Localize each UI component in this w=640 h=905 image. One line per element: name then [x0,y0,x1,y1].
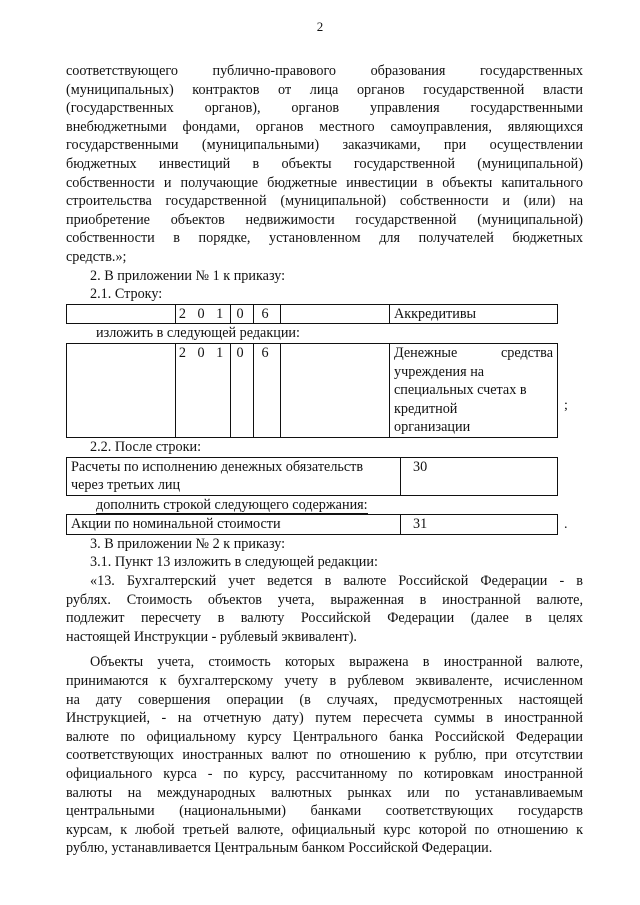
code-cell: 6 [254,304,281,324]
label-line: специальных счетах в [394,382,527,399]
label-cell: Акции по номинальной стоимости [67,515,401,535]
intro-line: средств.»; [66,248,127,265]
paragraph-line: валюте по официальному курсу Центрального банка Российской Федерации [66,728,583,745]
paragraph-line: настоящей Инструкции - рублевый эквивалент). [66,628,357,645]
code-cell: 2 0 1 [176,304,231,324]
label-line: Денежные средства [394,344,553,361]
item-2-2-heading: 2.2. После строки: [90,438,202,455]
intro-line: собственности в порядке, установленном для получателей бюджетных [66,230,583,247]
trailing-period: . [564,517,568,533]
intro-line: государственными (муниципальными) заказчиками, при осуществлении [66,137,583,154]
table-row-appended [66,514,558,535]
document-body [66,62,583,858]
intro-line: бюджетных инвестиций в объекты государственной (муниципальной) [66,155,583,172]
edit-intro: изложить в следующей редакции: [96,325,300,342]
label-line: кредитной [394,400,458,417]
label-cell [390,343,558,437]
appended-row-wrapper [66,514,583,535]
paragraph-line: Инструкцией, - на отчетную дату) путем пересчета суммы в иностранной [66,710,583,727]
item-3-heading: 3. В приложении № 2 к приказу: [90,535,286,552]
value-cell: 30 [401,457,558,495]
label-line: организации [394,419,471,436]
paragraph-line: валюты на международных валютных рынках или по устанавливаемым [66,784,583,801]
intro-line: собственности и получающие бюджетные инвестиции в объекты капитального [66,174,583,191]
item-2-1-heading: 2.1. Строку: [90,286,163,303]
paragraph-line: на дату совершения операции (в случаях, предусмотренных настоящей [66,691,583,708]
code-cell: 2 0 1 [176,343,231,437]
paragraph-line: рублях. Стоимость объектов учета, выраженная в иностранной валюте, [66,591,583,608]
intro-line: соответствующего публично-правового образования государственных [66,63,583,79]
page-number: 2 [316,19,324,34]
label-line: Расчеты по исполнению денежных обязательств [71,458,364,475]
paragraph-objects [66,653,583,858]
intro-line: (государственных органов), органов управления государственными [66,100,583,117]
paragraph-line: центральными (национальными) банками соответствующих государств [66,803,583,820]
item-2-heading: 2. В приложении № 1 к приказу: [90,267,286,284]
code-cell: 0 [231,343,254,437]
label-line: через третьих лиц [71,477,181,494]
table-row-new [66,343,558,438]
label-cell [67,457,401,495]
code-cell: 0 [231,304,254,324]
paragraph-line: рублю, устанавливается Центральным банком Российской Федерации. [66,840,493,857]
label-line: учреждения на [394,363,485,380]
paragraph-line: «13. Бухгалтерский учет ведется в валюте Российской Федерации - в [90,573,583,590]
intro-line: строительства государственной (муниципальной) собственности и (или) на [66,193,583,210]
paragraph-line: курсам, к любой третьей валюте, официальный курс которой по отношению к [66,821,583,838]
code-cell: 6 [254,343,281,437]
table-row-old [66,304,558,325]
intro-line: внебюджетными фондами, органов местного самоуправления, являющихся [66,118,583,135]
intro-line: приобретение объектов недвижимости государственной (муниципальной) [66,211,583,228]
paragraph-line: Объекты учета, стоимость которых выражена в иностранной валюте, [90,654,583,671]
append-intro: дополнить строкой следующего содержания: [96,496,368,513]
paragraph-line: принимаются к бухгалтерскому учету в рублевом эквиваленте, исчисленном [66,673,583,690]
new-row-wrapper [66,343,583,438]
paragraph-line: подлежит пересчету в валюту Российской Федерации (далее в целях [66,610,583,627]
intro-line: (муниципальных) контрактов от лица органов государственной власти [66,81,583,98]
value-cell: 31 [401,515,558,535]
trailing-semicolon: ; [564,397,568,413]
label-cell: Аккредитивы [390,304,558,324]
table-row-after [66,457,558,496]
paragraph-line: соответствующих иностранных валют по отношению к рублю, при отсутствии [66,747,583,764]
item-3-1-heading: 3.1. Пункт 13 изложить в следующей редакции: [90,554,378,571]
paragraph-line: официального курса - по курсу, рассчитанному по котировкам иностранной [66,766,583,782]
intro-paragraph [66,62,583,267]
paragraph-13 [66,572,583,646]
